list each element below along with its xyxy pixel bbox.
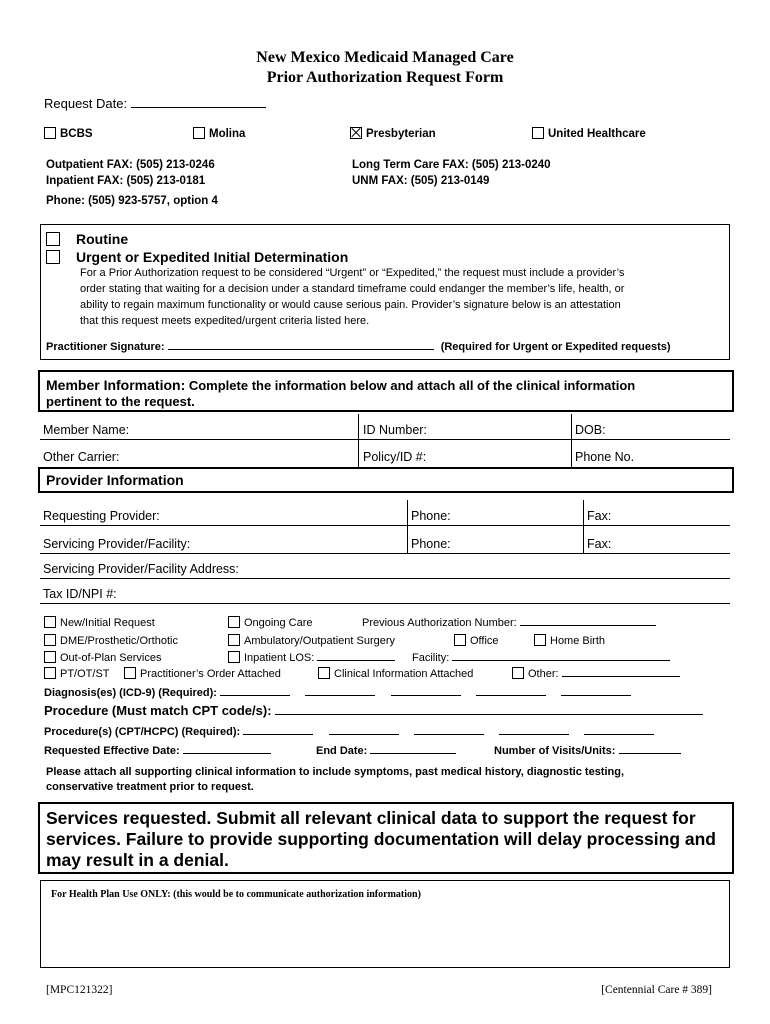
prev-auth: [362, 616, 656, 629]
effective-date-label: Requested Effective Date:: [44, 745, 180, 757]
request-date-field[interactable]: [131, 98, 266, 108]
checkbox-new-initial[interactable]: [44, 616, 56, 628]
ptotst-option[interactable]: [44, 667, 110, 680]
plan-molina[interactable]: [193, 127, 245, 140]
servicing-fax-cell[interactable]: [584, 530, 730, 554]
end-date-label: End Date:: [316, 745, 368, 757]
requesting-phone-label: Phone:: [411, 509, 451, 523]
diagnosis-field-4[interactable]: [476, 686, 546, 696]
procedures-row: [44, 725, 654, 738]
checkbox-molina[interactable]: [193, 127, 205, 139]
policy-label: Policy/ID #:: [363, 450, 427, 464]
member-divider-2: [571, 414, 572, 468]
urgency-explanation: [80, 265, 624, 329]
tax-id-label: Tax ID/NPI #:: [43, 587, 117, 601]
ambulatory-label: Ambulatory/Outpatient Surgery: [244, 635, 396, 647]
signature-field[interactable]: [168, 340, 434, 350]
member-heading-rest: Complete the information below and attach all of the clinical information: [185, 378, 636, 393]
checkbox-office[interactable]: [454, 634, 466, 646]
inpatient-fax: Inpatient FAX: (505) 213-0181: [46, 175, 206, 187]
plan-united-label: United Healthcare: [548, 128, 646, 140]
requesting-provider-label: Requesting Provider:: [43, 509, 160, 523]
other-carrier-label: Other Carrier:: [43, 450, 120, 464]
prev-auth-field[interactable]: [520, 616, 656, 626]
procedure-field-5[interactable]: [584, 725, 654, 735]
health-plan-label: For Health Plan Use ONLY: (this would be to communicate authorization information): [51, 889, 421, 900]
home-birth-option[interactable]: [534, 634, 605, 647]
requesting-phone-cell[interactable]: [408, 502, 584, 526]
end-date: [316, 744, 456, 757]
member-phone-label: Phone No.: [575, 450, 635, 464]
diagnosis-field-2[interactable]: [305, 686, 375, 696]
member-phone-cell[interactable]: [572, 443, 730, 467]
new-initial-option[interactable]: [44, 616, 155, 629]
diagnosis-row: [44, 686, 631, 699]
effective-date: [44, 744, 271, 757]
member-heading-line2: pertinent to the request.: [46, 394, 195, 409]
servicing-phone-label: Phone:: [411, 537, 451, 551]
procedure-field-3[interactable]: [414, 725, 484, 735]
attach-note-line-1: Please attach all supporting clinical information to include symptoms, past medical history, diagnostic testing,: [46, 766, 625, 778]
form-title: [0, 48, 770, 88]
clinical-attached-option[interactable]: [318, 667, 473, 680]
checkbox-urgent[interactable]: [46, 250, 60, 264]
member-name-cell[interactable]: [40, 416, 360, 440]
member-id-label: ID Number:: [363, 423, 427, 437]
member-divider-1: [358, 414, 359, 468]
unm-fax: UNM FAX: (505) 213-0149: [352, 175, 490, 187]
checkbox-dme[interactable]: [44, 634, 56, 646]
visits: [494, 744, 681, 757]
procedure-heading: Procedure (Must match CPT code/s):: [44, 703, 272, 718]
health-plan-box[interactable]: [40, 880, 730, 968]
services-line-2: services. Failure to provide supporting documentation will delay processing and: [46, 829, 716, 849]
end-date-field[interactable]: [370, 744, 456, 754]
servicing-fax-label: Fax:: [587, 537, 612, 551]
member-dob-cell[interactable]: [572, 416, 730, 440]
requesting-provider-cell[interactable]: [40, 502, 408, 526]
routine-option[interactable]: [46, 230, 348, 248]
plan-bcbs-label: BCBS: [60, 128, 93, 140]
services-box: [38, 802, 734, 874]
checkbox-bcbs[interactable]: [44, 127, 56, 139]
checkbox-ptotst[interactable]: [44, 667, 56, 679]
urgency-text-1: For a Prior Authorization request to be considered “Urgent” or “Expedited,” the request must include a provider’s: [80, 267, 625, 279]
other-field[interactable]: [562, 667, 680, 677]
procedures-label: Procedure(s) (CPT/HCPC) (Required):: [44, 726, 241, 738]
checkbox-clinical-attached[interactable]: [318, 667, 330, 679]
servicing-provider-label: Servicing Provider/Facility:: [43, 537, 191, 551]
servicing-phone-cell[interactable]: [408, 530, 584, 554]
ptotst-label: PT/OT/ST: [60, 668, 110, 680]
checkbox-inpatient-los[interactable]: [228, 651, 240, 663]
facility-address-label: Servicing Provider/Facility Address:: [43, 562, 239, 576]
fax-right: [352, 157, 551, 189]
footer-left: [MPC121322]: [46, 984, 113, 996]
provider-divider-1: [407, 500, 408, 554]
practitioner-order-label: Practitioner’s Order Attached: [140, 668, 281, 680]
plan-bcbs[interactable]: [44, 127, 93, 140]
procedure-field-1[interactable]: [243, 725, 313, 735]
inpatient-los-field[interactable]: [317, 651, 395, 661]
diagnosis-field-5[interactable]: [561, 686, 631, 696]
urgency-options: [46, 230, 348, 266]
diagnosis-field-1[interactable]: [220, 686, 290, 696]
plan-presbyterian-label: Presbyterian: [366, 128, 436, 140]
home-birth-label: Home Birth: [550, 635, 606, 647]
office-option[interactable]: [454, 634, 499, 647]
policy-cell[interactable]: [360, 443, 572, 467]
visits-field[interactable]: [619, 744, 681, 754]
other-label: Other:: [528, 668, 559, 680]
routine-label: Routine: [76, 231, 129, 247]
checkbox-out-of-plan[interactable]: [44, 651, 56, 663]
checkbox-routine[interactable]: [46, 232, 60, 246]
ongoing-option[interactable]: [228, 616, 313, 629]
provider-heading-box: [38, 467, 734, 493]
request-date-label: Request Date:: [44, 96, 128, 111]
urgent-label: Urgent or Expedited Initial Determination: [76, 249, 349, 265]
servicing-provider-cell[interactable]: [40, 530, 408, 554]
checkbox-ongoing[interactable]: [228, 616, 240, 628]
requesting-fax-label: Fax:: [587, 509, 612, 523]
procedure-heading-field[interactable]: [275, 703, 703, 715]
dme-option[interactable]: [44, 634, 178, 647]
facility-entry: [412, 651, 670, 664]
urgency-text-2: order stating that waiting for a decision under a standard timeframe could endanger the member’s life, health, or: [80, 283, 625, 295]
procedure-heading-row: [44, 703, 703, 718]
fax-left: [46, 157, 215, 189]
provider-heading: Provider Information: [46, 472, 184, 488]
diagnosis-label: Diagnosis(es) (ICD-9) (Required):: [44, 687, 217, 699]
new-initial-label: New/Initial Request: [60, 617, 155, 629]
inpatient-los-label: Inpatient LOS:: [244, 652, 315, 664]
attach-note-line-2: conservative treatment prior to request.: [46, 781, 254, 793]
urgency-text-4: that this request meets expedited/urgent criteria listed here.: [80, 315, 370, 327]
urgent-option[interactable]: [46, 248, 348, 266]
member-name-label: Member Name:: [43, 423, 130, 437]
services-line-3: may result in a denial.: [46, 850, 229, 870]
prev-auth-label: Previous Authorization Number:: [362, 617, 517, 629]
checkbox-other[interactable]: [512, 667, 524, 679]
checkbox-home-birth[interactable]: [534, 634, 546, 646]
services-line-1: Services requested. Submit all relevant clinical data to support the request for: [46, 808, 696, 828]
visits-label: Number of Visits/Units:: [494, 745, 616, 757]
checkbox-practitioner-order[interactable]: [124, 667, 136, 679]
diagnosis-field-3[interactable]: [391, 686, 461, 696]
member-dob-label: DOB:: [575, 423, 606, 437]
plan-united[interactable]: [532, 127, 646, 140]
out-of-plan-option[interactable]: [44, 651, 161, 664]
request-date: [44, 96, 266, 111]
checkbox-presbyterian[interactable]: [350, 127, 362, 139]
facility-address-cell[interactable]: [40, 555, 730, 579]
signature-label: Practitioner Signature:: [46, 341, 165, 353]
office-label: Office: [470, 635, 499, 647]
tax-id-cell[interactable]: [40, 580, 730, 604]
out-of-plan-label: Out-of-Plan Services: [60, 652, 162, 664]
attach-note: [46, 765, 624, 795]
title-line-1: New Mexico Medicaid Managed Care: [256, 49, 514, 66]
procedure-field-2[interactable]: [329, 725, 399, 735]
member-heading: Member Information:: [46, 377, 186, 393]
ongoing-label: Ongoing Care: [244, 617, 313, 629]
outpatient-fax: Outpatient FAX: (505) 213-0246: [46, 159, 215, 171]
effective-date-field[interactable]: [183, 744, 271, 754]
requesting-fax-cell[interactable]: [584, 502, 730, 526]
clinical-attached-label: Clinical Information Attached: [334, 668, 474, 680]
footer-right: [Centennial Care # 389]: [601, 984, 712, 996]
member-heading-box: [38, 370, 734, 412]
checkbox-united[interactable]: [532, 127, 544, 139]
plan-presbyterian[interactable]: [350, 127, 436, 140]
signature-row: [46, 340, 671, 353]
plan-molina-label: Molina: [209, 128, 246, 140]
procedure-field-4[interactable]: [499, 725, 569, 735]
ambulatory-option[interactable]: [228, 634, 395, 647]
dme-label: DME/Prosthetic/Orthotic: [60, 635, 178, 647]
other-carrier-cell[interactable]: [40, 443, 360, 467]
facility-label: Facility:: [412, 652, 450, 664]
provider-divider-2: [583, 500, 584, 554]
facility-field[interactable]: [452, 651, 670, 661]
title-line-2: Prior Authorization Request Form: [266, 69, 504, 86]
checkbox-ambulatory[interactable]: [228, 634, 240, 646]
practitioner-order-option[interactable]: [124, 667, 281, 680]
phone-number: Phone: (505) 923-5757, option 4: [46, 195, 218, 207]
signature-note: (Required for Urgent or Expedited requests): [440, 341, 671, 353]
urgency-text-3: ability to regain maximum functionality or would cause serious pain. Provider’s signature below is an attestation: [80, 299, 621, 311]
member-id-cell[interactable]: [360, 416, 572, 440]
other-option[interactable]: [512, 667, 680, 680]
inpatient-los-option[interactable]: [228, 651, 395, 664]
ltc-fax: Long Term Care FAX: (505) 213-0240: [352, 159, 551, 171]
